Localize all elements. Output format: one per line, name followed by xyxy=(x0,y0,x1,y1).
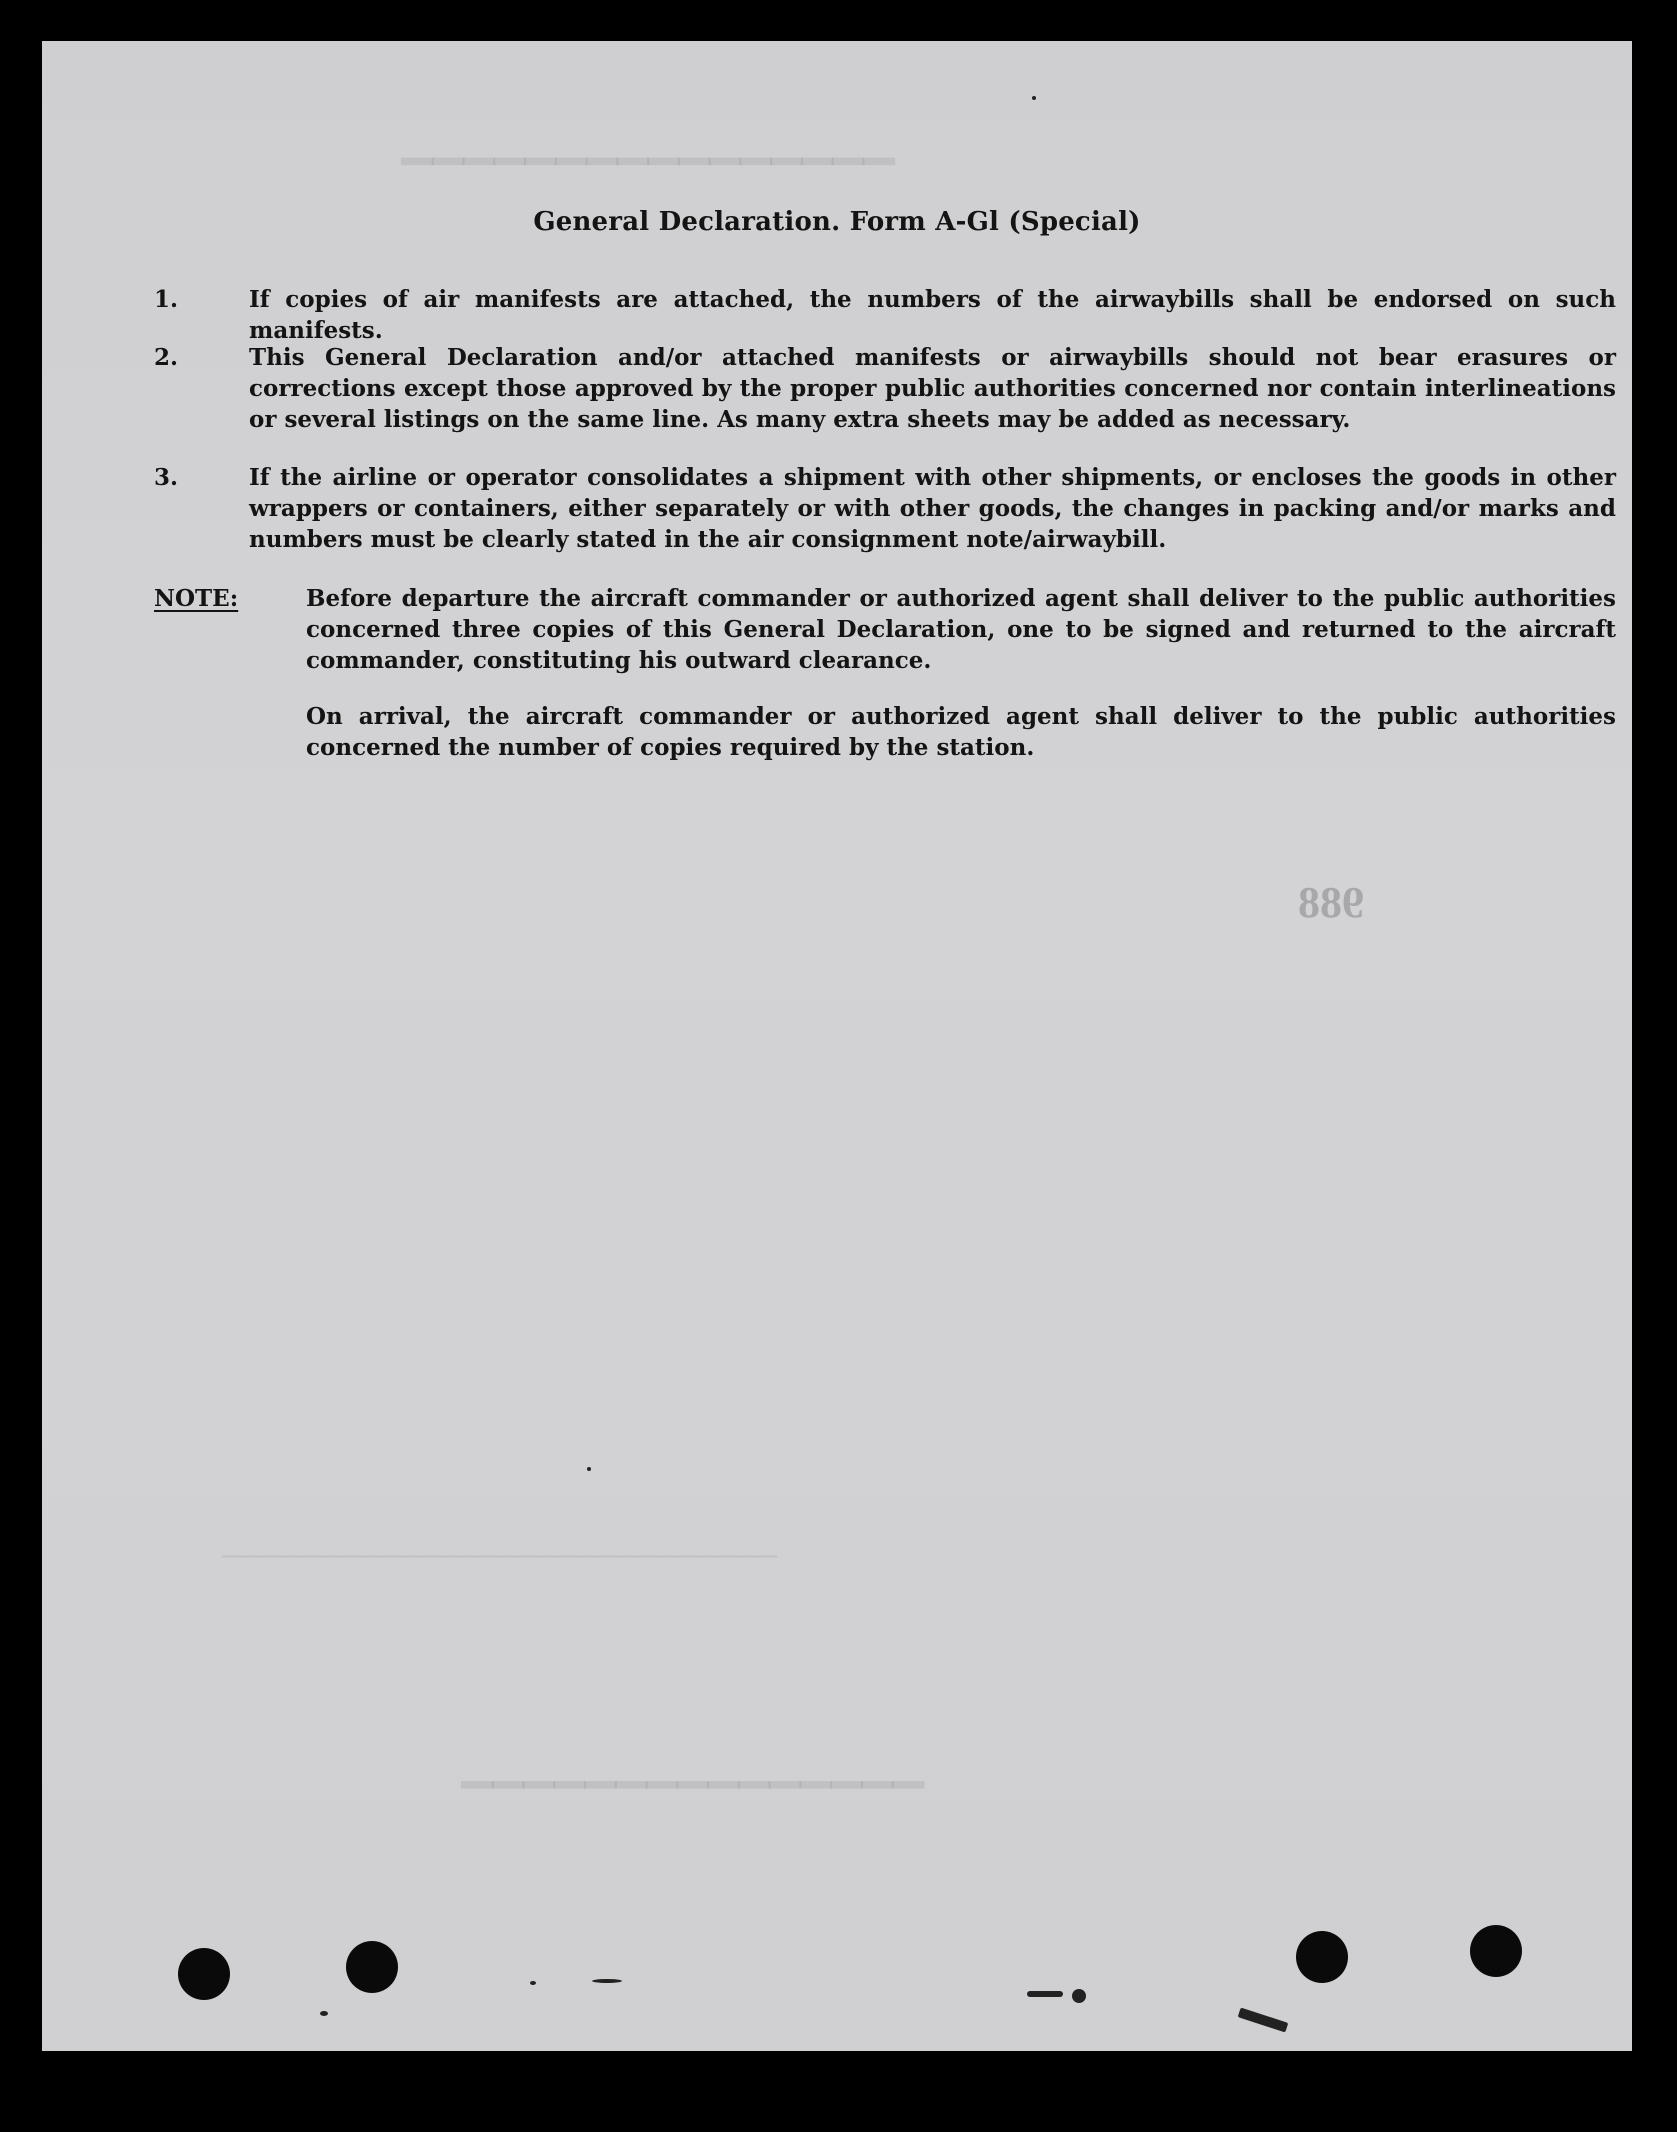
punch-hole-2 xyxy=(346,1941,398,1993)
page-title: General Declaration. Form A-Gl (Special) xyxy=(533,207,1141,237)
speck xyxy=(1027,1991,1063,1997)
list-item-1 xyxy=(154,284,1616,346)
list-item-text: If the airline or operator consolidates a shipment with other shipments, or encloses the goods in other wrappers or containers, either separately or with other goods, the changes in packing and/or marks and numbers must be clearly stated in the air consignment note/airwaybill. xyxy=(249,464,1616,553)
speck xyxy=(1072,1989,1086,2003)
list-item-number: 1. xyxy=(154,286,179,313)
speck xyxy=(1238,2008,1289,2033)
list-item-2 xyxy=(154,342,1616,435)
list-item-3 xyxy=(154,462,1616,555)
speck xyxy=(592,1979,622,1983)
speck xyxy=(1032,96,1036,100)
bleed-through-heading: ▔▔▔▔▔▔▔▔▔▔▔▔▔▔▔▔ xyxy=(402,160,895,205)
list-item-number: 3. xyxy=(154,464,179,491)
note-label: NOTE: xyxy=(154,585,239,612)
speck xyxy=(320,2011,328,2016)
list-item-text: If copies of air manifests are attached, the numbers of the airwaybills shall be endorsed on such manifests. xyxy=(249,286,1616,344)
speck xyxy=(530,1981,536,1985)
bleed-through-lines: ──────────────────────────── xyxy=(222,1541,778,1572)
bleed-through-lines-2: ▁▁▁▁▁▁▁▁▁▁▁▁▁▁▁ xyxy=(462,1742,924,1787)
bleed-through-stamp: 988 xyxy=(1298,878,1364,927)
punch-hole-1 xyxy=(178,1948,230,2000)
note-paragraph-1: Before departure the aircraft commander or authorized agent shall deliver to the public authorities concerned three copies of this General Declaration, one to be signed and returned to the aircraft commander, constituting his outward clearance. xyxy=(306,585,1616,674)
punch-hole-3 xyxy=(1296,1931,1348,1983)
list-item-text: This General Declaration and/or attached manifests or airwaybills should not bear erasures or corrections except those approved by the proper public authorities concerned nor contain interlineations or several listings on the same line. As many extra sheets may be added as necessary. xyxy=(249,344,1616,433)
list-item-number: 2. xyxy=(154,344,179,371)
note-block xyxy=(154,583,1616,763)
speck xyxy=(587,1467,591,1471)
punch-hole-4 xyxy=(1470,1925,1522,1977)
document-page xyxy=(42,41,1632,2051)
note-paragraph-2: On arrival, the aircraft commander or authorized agent shall deliver to the public authorities concerned the number of copies required by the station. xyxy=(306,703,1616,761)
